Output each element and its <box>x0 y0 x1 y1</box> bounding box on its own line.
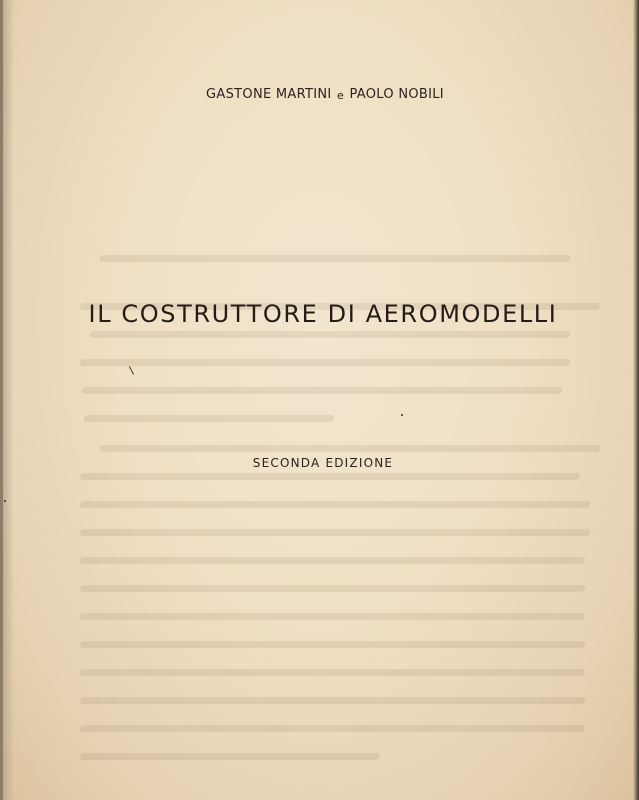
print-mark <box>129 366 134 374</box>
author-conjunction: e <box>336 89 345 102</box>
page-spine-edge <box>0 0 3 800</box>
print-speck <box>401 414 403 416</box>
book-title: IL COSTRUTTORE DI AEROMODELLI <box>88 300 558 328</box>
edition-label: SECONDA EDIZIONE <box>252 456 394 470</box>
bleed-through-text <box>60 255 620 795</box>
author-name-2: PAOLO NOBILI <box>349 87 444 102</box>
author-name-1: GASTONE MARTINI <box>206 87 332 102</box>
print-speck <box>4 500 6 502</box>
author-line <box>0 87 639 102</box>
